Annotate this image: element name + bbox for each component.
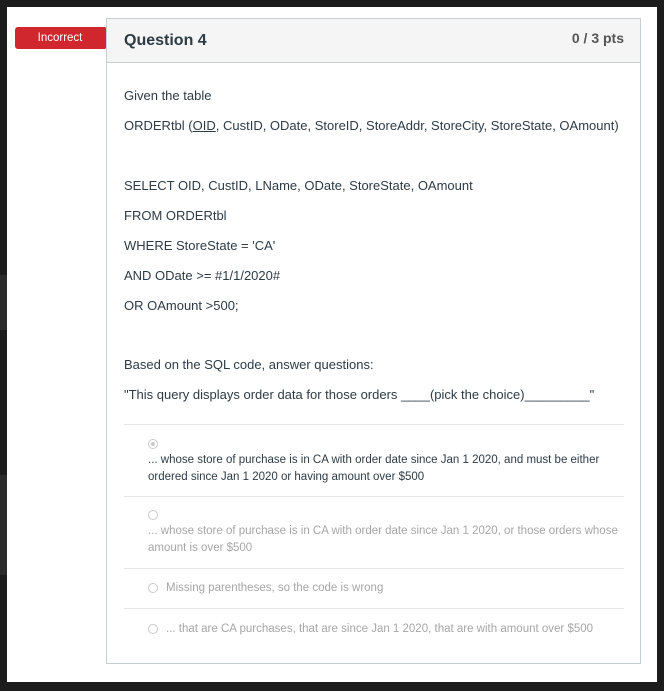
radio-icon[interactable] — [148, 624, 158, 634]
question-header — [107, 19, 640, 63]
sql-line: OR OAmount >500; — [124, 298, 239, 313]
table-columns: , CustID, ODate, StoreID, StoreAddr, StoreCity, StoreState, OAmount) — [215, 118, 619, 133]
prompt-given: Given the table — [124, 88, 212, 103]
prompt-table — [124, 118, 619, 133]
sql-line: FROM ORDERtbl — [124, 208, 227, 223]
question-title: Question 4 — [124, 32, 207, 49]
status-badge: Incorrect — [15, 27, 105, 49]
radio-selected-icon[interactable] — [148, 439, 158, 449]
answer-text: Missing parentheses, so the code is wrong — [166, 582, 384, 594]
answer-option[interactable] — [124, 497, 624, 568]
question-points: 0 / 3 pts — [571, 30, 624, 46]
prompt-instruction: Based on the SQL code, answer questions: — [124, 357, 374, 372]
answer-text: ... whose store of purchase is in CA with order date since Jan 1 2020, or those orders whose amount is over $500 — [148, 525, 618, 554]
sql-line: SELECT OID, CustID, LName, ODate, StoreState, OAmount — [124, 178, 473, 193]
answer-option[interactable] — [124, 569, 624, 608]
answer-option[interactable] — [124, 609, 624, 649]
sql-line: AND ODate >= #1/1/2020# — [124, 268, 281, 283]
table-primary-key: OID — [192, 118, 216, 133]
answer-text: ... whose store of purchase is in CA with order date since Jan 1 2020, and must be either ordered since Jan 1 2020 or having amount over $500 — [148, 454, 600, 483]
answer-option[interactable] — [124, 425, 624, 496]
sql-line: WHERE StoreState = 'CA' — [124, 238, 276, 253]
answer-text: ... that are CA purchases, that are since Jan 1 2020, that are with amount over $500 — [166, 623, 594, 635]
prompt-statement: "This query displays order data for those orders ____(pick the choice)_________" — [124, 387, 595, 402]
question-card — [106, 18, 641, 664]
radio-icon[interactable] — [148, 583, 158, 593]
table-prefix: ORDERtbl ( — [124, 118, 193, 133]
radio-icon[interactable] — [148, 510, 158, 520]
